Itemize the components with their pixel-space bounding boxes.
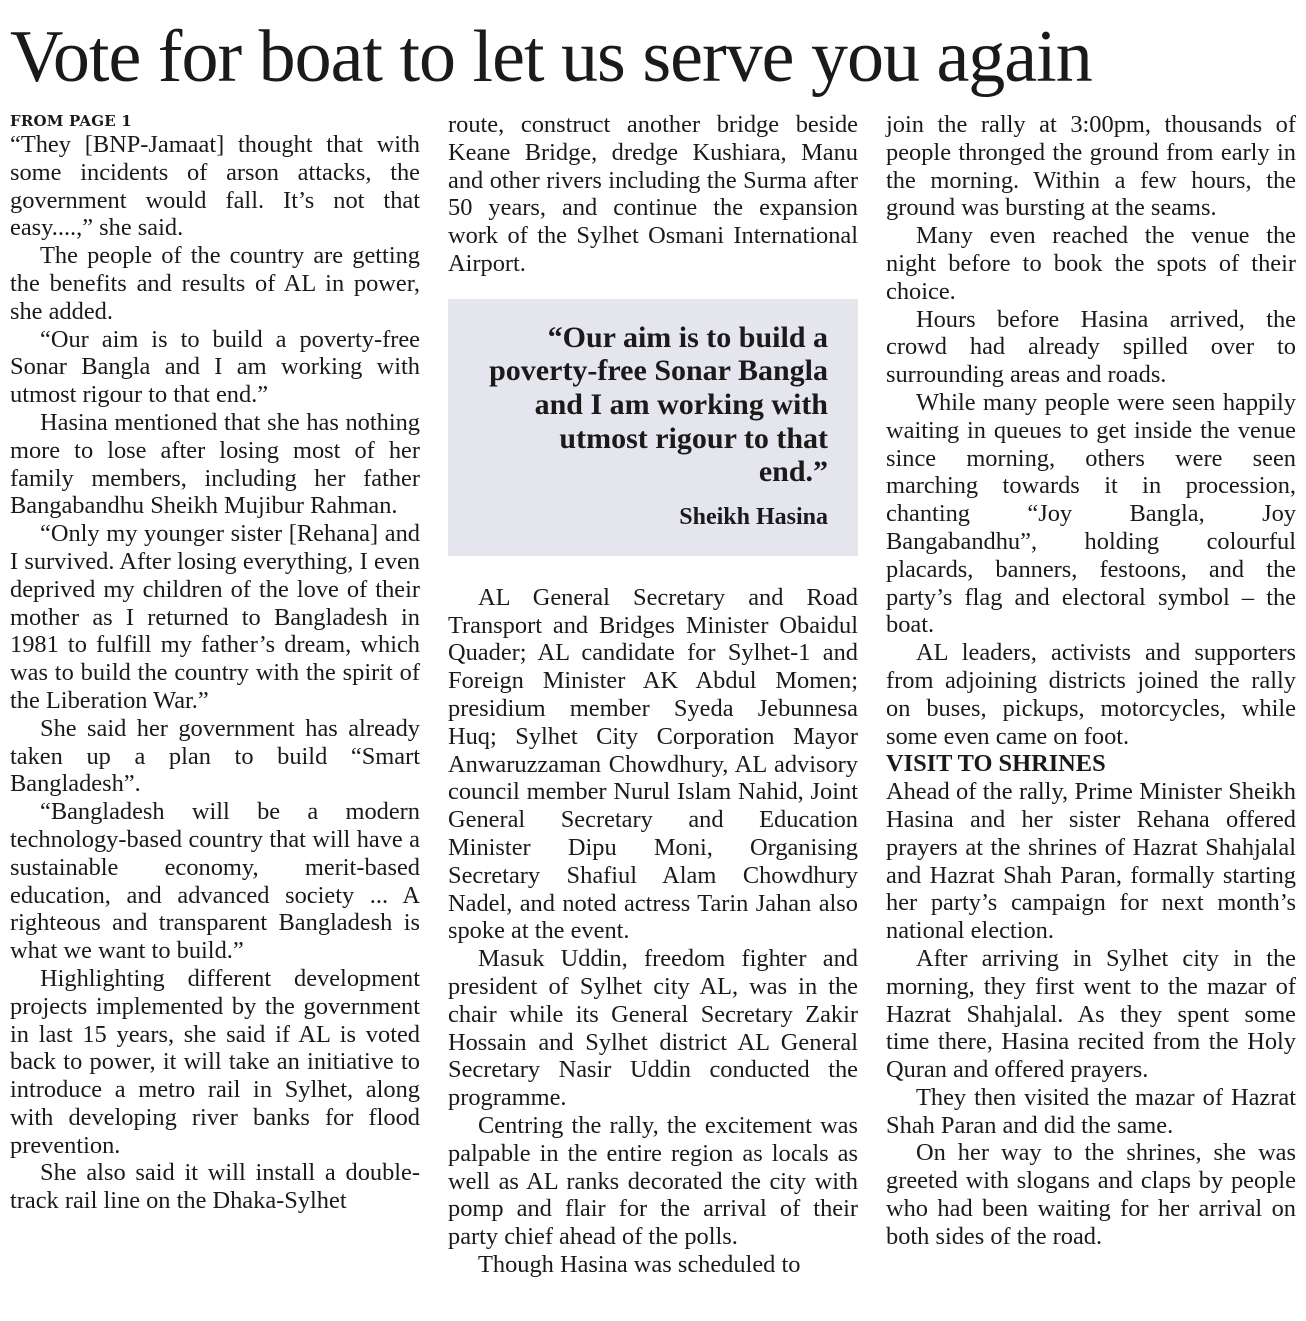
paragraph: The people of the country are getting the benefits and results of AL in power, she added. (10, 242, 420, 325)
paragraph: She said her government has already taken up a plan to build “Smart Bangladesh”. (10, 714, 420, 798)
pull-quote-author: Sheikh Hasina (679, 503, 828, 530)
paragraph: AL leaders, activists and supporters from adjoining districts joined the rally on buses, pickups, motorcycles, while some even came on foot. (886, 639, 1296, 750)
paragraph: Highlighting different development projects implemented by the government in last 15 years, she said if AL is voted back to power, it will take an initiative to introduce a metro rail in Sylhet, along with developing river banks for flood prevention. (10, 964, 420, 1159)
paragraph: “Only my younger sister [Rehana] and I survived. After losing everything, I even deprived my children of the love of their mother as I returned to Bangladesh in 1981 to fulfill my father’s dream, which was to build the country with the spirit of the Liberation War.” (10, 520, 420, 714)
paragraph: Though Hasina was scheduled to (478, 1250, 801, 1278)
paragraph: route, construct another bridge beside Keane Bridge, dredge Kushiara, Manu and other rivers including the Surma after 50 years, and continue the expansion work of the Sylhet Osmani International Airport. (448, 111, 858, 277)
article-column-3 (886, 111, 1296, 1251)
paragraph: “Our aim is to build a poverty-free Sonar Bangla and I am working with utmost rigour to that end.” (10, 325, 420, 409)
headline: Vote for boat to let us serve you again (10, 16, 1092, 98)
paragraph: Hasina mentioned that she has nothing more to lose after losing most of her family members, including her father Bangabandhu Sheikh Mujibur Rahman. (10, 408, 420, 520)
article-column-2 (448, 111, 858, 1279)
kicker: FROM PAGE 1 (10, 112, 132, 130)
paragraph: Masuk Uddin, freedom fighter and president of Sylhet city AL, was in the chair while its General Secretary Zakir Hossain and Sylhet district AL General Secretary Nasir Uddin conducted the programme. (448, 945, 858, 1112)
paragraph: Many even reached the venue the night before to book the spots of their choice. (886, 222, 1296, 305)
paragraph: Centring the rally, the excitement was palpable in the entire region as locals as well as AL ranks decorated the city with pomp and flair for the arrival of their party chief ahead of the polls. (448, 1111, 858, 1251)
paragraph: While many people were seen happily waiting in queues to get inside the venue since morning, others were seen marching towards it in procession, chanting “Joy Bangla, Joy Bangabandhu”, holding colourful placards, banners, festoons, and the party’s flag and electoral symbol – the boat. (886, 388, 1296, 639)
pull-quote-text: “Our aim is to build a poverty-free Sonar Bangla and I am working with utmost rigour to that end.” (489, 320, 828, 489)
paragraph: “Bangladesh will be a modern technology-based country that will have a sustainable economy, merit-based education, and advanced society ... A righteous and transparent Bangladesh is what we want to build.” (10, 798, 420, 965)
paragraph: She also said it will install a double-track rail line on the Dhaka-Sylhet (10, 1159, 420, 1215)
paragraph: “They [BNP-Jamaat] thought that with some incidents of arson attacks, the government would fall. It’s not that easy....,” she said. (10, 131, 420, 242)
section-subhead: VISIT TO SHRINES (886, 750, 1106, 778)
paragraph: Hours before Hasina arrived, the crowd had already spilled over to surrounding areas and roads. (886, 305, 1296, 389)
paragraph: On her way to the shrines, she was greeted with slogans and claps by people who had been waiting for her arrival on both sides of the road. (886, 1139, 1296, 1250)
paragraph: Ahead of the rally, Prime Minister Sheikh Hasina and her sister Rehana offered prayers at the shrines of Hazrat Shahjalal and Hazrat Shah Paran, formally starting her party’s campaign for next month’s national election. (886, 778, 1296, 945)
paragraph: They then visited the mazar of Hazrat Shah Paran and did the same. (886, 1083, 1296, 1139)
article-column-1 (10, 111, 420, 1215)
paragraph: join the rally at 3:00pm, thousands of people thronged the ground from early in the morning. Within a few hours, the ground was bursting at the seams. (886, 111, 1296, 222)
pull-quote-box (448, 299, 858, 556)
paragraph: After arriving in Sylhet city in the morning, they first went to the mazar of Hazrat Shahjalal. As they spent some time there, Hasina recited from the Holy Quran and offered prayers. (886, 944, 1296, 1084)
paragraph: AL General Secretary and Road Transport and Bridges Minister Obaidul Quader; AL candidate for Sylhet-1 and Foreign Minister AK Abdul Momen; presidium member Syeda Jebunnesa Huq; Sylhet City Corporation Mayor Anwaruzzaman Chowdhury, AL advisory council member Nurul Islam Nahid, Joint General Secretary and Education Minister Dipu Moni, Organising Secretary Shafiul Alam Chowdhury Nadel, and noted actress Tarin Jahan also spoke at the event. (448, 583, 858, 945)
